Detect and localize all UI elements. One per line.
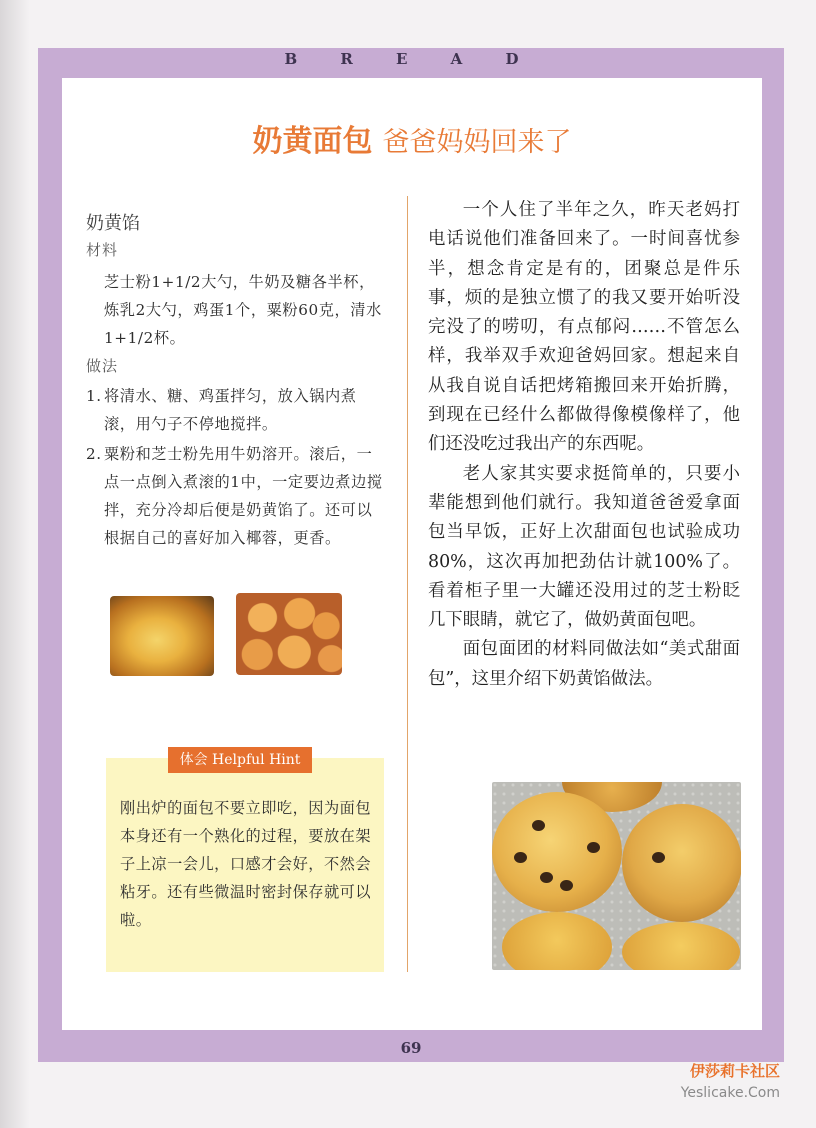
bun-shape: [502, 912, 612, 970]
watermark-en: Yeslicake.Com: [680, 1085, 780, 1101]
step-item: [86, 440, 386, 552]
page-number: 69: [400, 1039, 422, 1057]
bun-shape: [622, 804, 741, 922]
step-text: 粟粉和芝士粉先用牛奶溶开。滚后，一点一点倒入煮滚的1中，一定要边煮边搅拌，充分冷却后便是奶黄馅了。还可以根据自己的喜好加入椰蓉，更香。: [104, 445, 383, 547]
hint-tag: 体会 Helpful Hint: [168, 747, 312, 773]
steps-list: [86, 382, 386, 552]
custard-filling-photo: [110, 596, 214, 676]
column-divider: [407, 196, 408, 972]
raisin-dot: [514, 852, 527, 863]
section-header: B R E A D: [284, 50, 538, 68]
hint-text: 刚出炉的面包不要立即吃，因为面包本身还有一个熟化的过程，要放在架子上凉一会儿，口感才会好，不然会粘牙。还有些微温时密封保存就可以啦。: [120, 799, 371, 929]
ingredients-text: 芝士粉1+1/2大勺，牛奶及糖各半杯，炼乳2大勺，鸡蛋1个，粟粉60克，清水1+1/2杯。: [104, 273, 382, 347]
story-paragraph: 老人家其实要求挺简单的，只要小辈能想到他们就行。我知道爸爸爱拿面包当早饭，正好上次甜面包也试验成功80%，这次再加把劲估计就100%了。看着柜子里一大罐还没用过的芝士粉眨几下眼睛，就它了，做奶黄面包吧。: [428, 463, 740, 631]
bun-shape: [492, 792, 622, 912]
step-number: 2.: [86, 445, 102, 463]
title-subtitle: 爸爸妈妈回来了: [382, 127, 572, 158]
bun-shape: [622, 922, 740, 970]
ingredients-heading: 材料: [86, 241, 119, 259]
raisin-dot: [652, 852, 665, 863]
recipe-column: [86, 212, 386, 552]
raisin-dot: [532, 820, 545, 831]
step-text: 将清水、糖、鸡蛋拌匀，放入锅内煮滚，用勺子不停地搅拌。: [104, 387, 357, 433]
story-paragraph: 一个人住了半年之久，昨天老妈打电话说他们准备回来了。一时间喜忧参半，想念肯定是有的，团聚总是件乐事，烦的是独立惯了的我又要开始听没完没了的唠叨，有点郁闷……不管怎么样，我举双手欢迎爸妈回家。想起来自从我自说自话把烤箱搬回来开始折腾，到现在已经什么都做得像模像样了，他们还没吃过我出产的东西呢。: [428, 200, 740, 455]
method-heading: 做法: [86, 357, 119, 375]
raisin-dot: [560, 880, 573, 891]
title-main: 奶黄面包: [252, 124, 373, 159]
raisin-dot: [587, 842, 600, 853]
story-paragraph: 面包面团的材料同做法如“美式甜面包”，这里介绍下奶黄馅做法。: [428, 639, 740, 689]
raisin-dot: [540, 872, 553, 883]
section-title: 奶黄馅: [86, 213, 140, 234]
step-number: 1.: [86, 387, 102, 405]
story-column: [428, 196, 740, 694]
step-item: [86, 382, 386, 438]
page-shadow-edge: [0, 0, 30, 1128]
custard-buns-photo: [492, 782, 741, 970]
page-title: [62, 116, 762, 160]
watermark-cn: 伊莎莉卡社区: [689, 1062, 780, 1080]
baked-buns-photo: [236, 593, 342, 675]
